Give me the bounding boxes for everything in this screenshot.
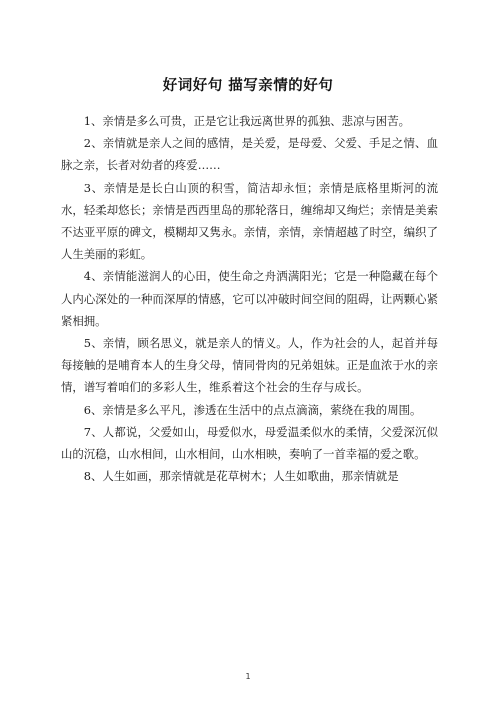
paragraph-8: 8、人生如画，那亲情就是花草树木；人生如歌曲，那亲情就是: [83, 469, 399, 484]
paragraph-7: 7、人都说，父爱如山，母爱似水，母爱温柔似水的柔情，父爱深沉似山的沉稳，山水相间，山水相间，山水相映，奏响了一首幸福的爱之歌。: [61, 424, 438, 462]
document-title: 好词好句 描写亲情的好句: [162, 78, 334, 94]
document-body: [61, 110, 438, 487]
paragraph-1: 1、亲情是多么可贵，正是它让我远离世界的孤独、悲凉与困苦。: [83, 114, 410, 128]
paragraph-6: 6、亲情是多么平凡，渗透在生活中的点点滴滴，萦绕在我的周围。: [83, 402, 422, 417]
page-number: 1: [245, 672, 251, 681]
paragraph-5: 5、亲情，顾名思义，就是亲人的情义。人，作为社会的人，起首并每每接触的是哺育本人的生身父母，情同骨肉的兄弟姐妹。正是血浓于水的亲情，谱写着咱们的多彩人生，维系着这个社会的生存与成长。: [61, 336, 438, 395]
paragraph-4: 4、亲情能滋润人的心田，使生命之舟洒满阳光；它是一种隐藏在每个人内心深处的一种而深厚的情感，它可以冲破时间空间的阻碍，让两颗心紧紧相拥。: [61, 269, 438, 328]
paragraph-3: 3、亲情是是长白山顶的积雪，简洁却永恒；亲情是底格里斯河的流水，轻柔却悠长；亲情是西西里岛的那轮落日，缠绵却又绚烂；亲情是美索不达亚平原的碑文，模糊却又隽永。亲情，亲情，亲情超越了时空，编织了人生美丽的彩虹。: [61, 180, 438, 262]
paragraph-2: 2、亲情就是亲人之间的感情，是关爱，是母爱、父爱、手足之情、血脉之亲，长者对幼者的疼爱……: [61, 136, 438, 173]
